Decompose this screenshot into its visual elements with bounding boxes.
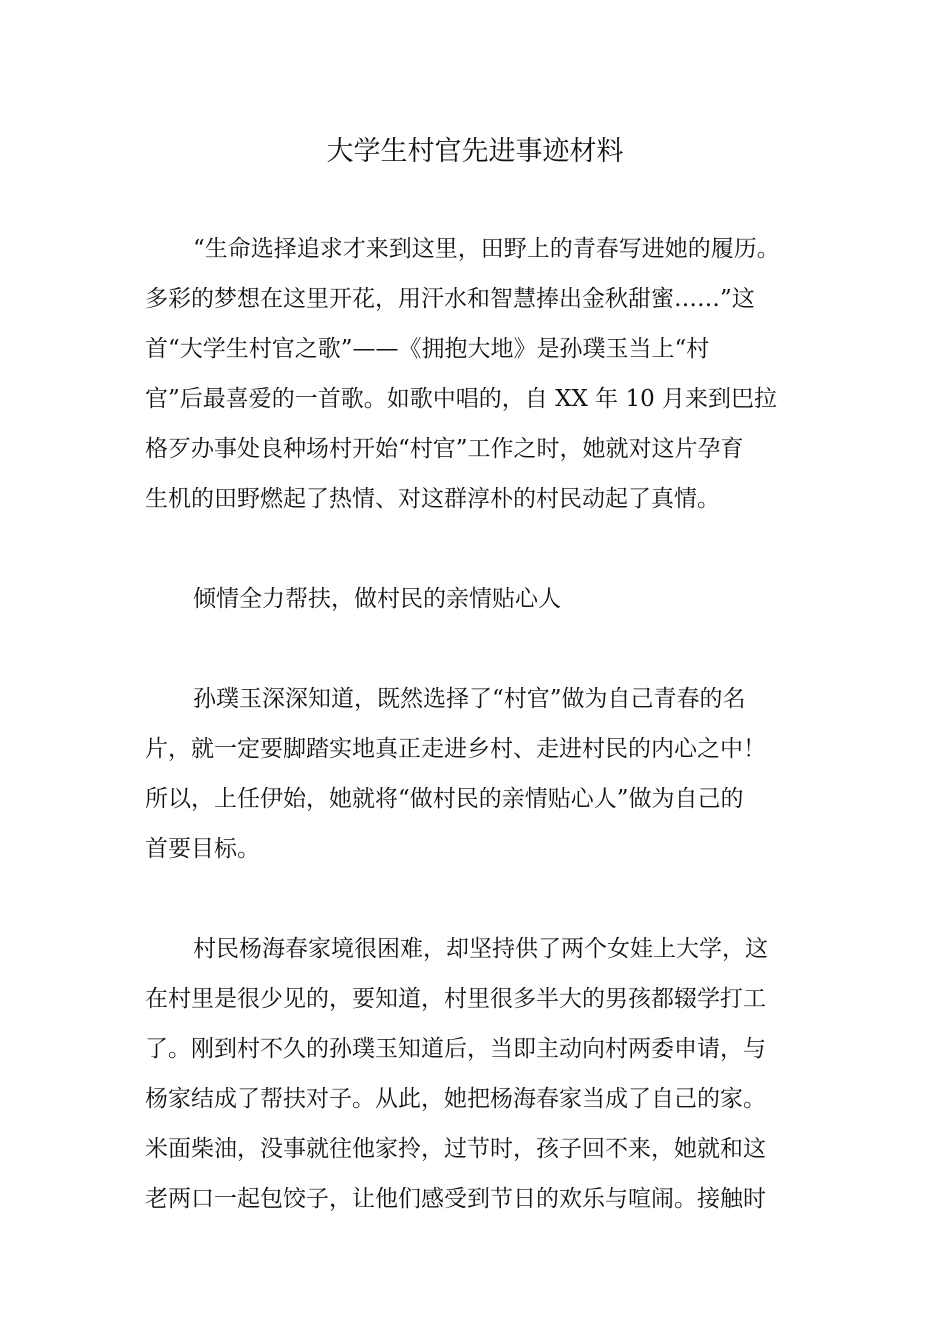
text-line: 官”后最喜爱的一首歌。如歌中唱的，自 XX 年 10 月来到巴拉: [145, 386, 778, 412]
text-line: 杨家结成了帮扶对子。从此，她把杨海春家当成了自己的家。: [145, 1086, 766, 1112]
section-heading: [145, 574, 813, 624]
heading-text: 倾情全力帮扶，做村民的亲情贴心人: [193, 586, 561, 612]
text-line: 老两口一起包饺子，让他们感受到节日的欢乐与喧闹。接触时: [145, 1186, 766, 1212]
paragraph-story: [145, 924, 813, 1224]
text-line: 格歹办事处良种场村开始“村官”工作之时，她就对这片孕育: [145, 436, 744, 462]
text-line: 所以，上任伊始，她就将“做村民的亲情贴心人”做为自己的: [145, 786, 744, 812]
text-line: 孙璞玉深深知道，既然选择了“村官”做为自己青春的名: [193, 686, 746, 712]
text-line: 村民杨海春家境很困难，却坚持供了两个女娃上大学，这: [193, 936, 768, 962]
paragraph-intro: [145, 224, 813, 524]
text-line: “生命选择追求才来到这里，田野上的青春写进她的履历。: [193, 236, 780, 262]
text-line: 生机的田野燃起了热情、对这群淳朴的村民动起了真情。: [145, 486, 720, 512]
paragraph-goal: [145, 674, 813, 874]
text-line: 多彩的梦想在这里开花，用汗水和智慧捧出金秋甜蜜……”这: [145, 286, 755, 312]
document-title: 大学生村官先进事迹材料: [326, 136, 624, 167]
text-line: 米面柴油，没事就往他家拎，过节时，孩子回不来，她就和这: [145, 1136, 766, 1162]
text-line: 片，就一定要脚踏实地真正走进乡村、走进村民的内心之中！: [145, 736, 766, 762]
text-line: 在村里是很少见的，要知道，村里很多半大的男孩都辍学打工: [145, 986, 766, 1012]
text-line: 了。刚到村不久的孙璞玉知道后，当即主动向村两委申请，与: [145, 1036, 766, 1062]
text-line: 首“大学生村官之歌”——《拥抱大地》是孙璞玉当上“村: [145, 336, 710, 362]
text-line: 首要目标。: [145, 836, 260, 862]
